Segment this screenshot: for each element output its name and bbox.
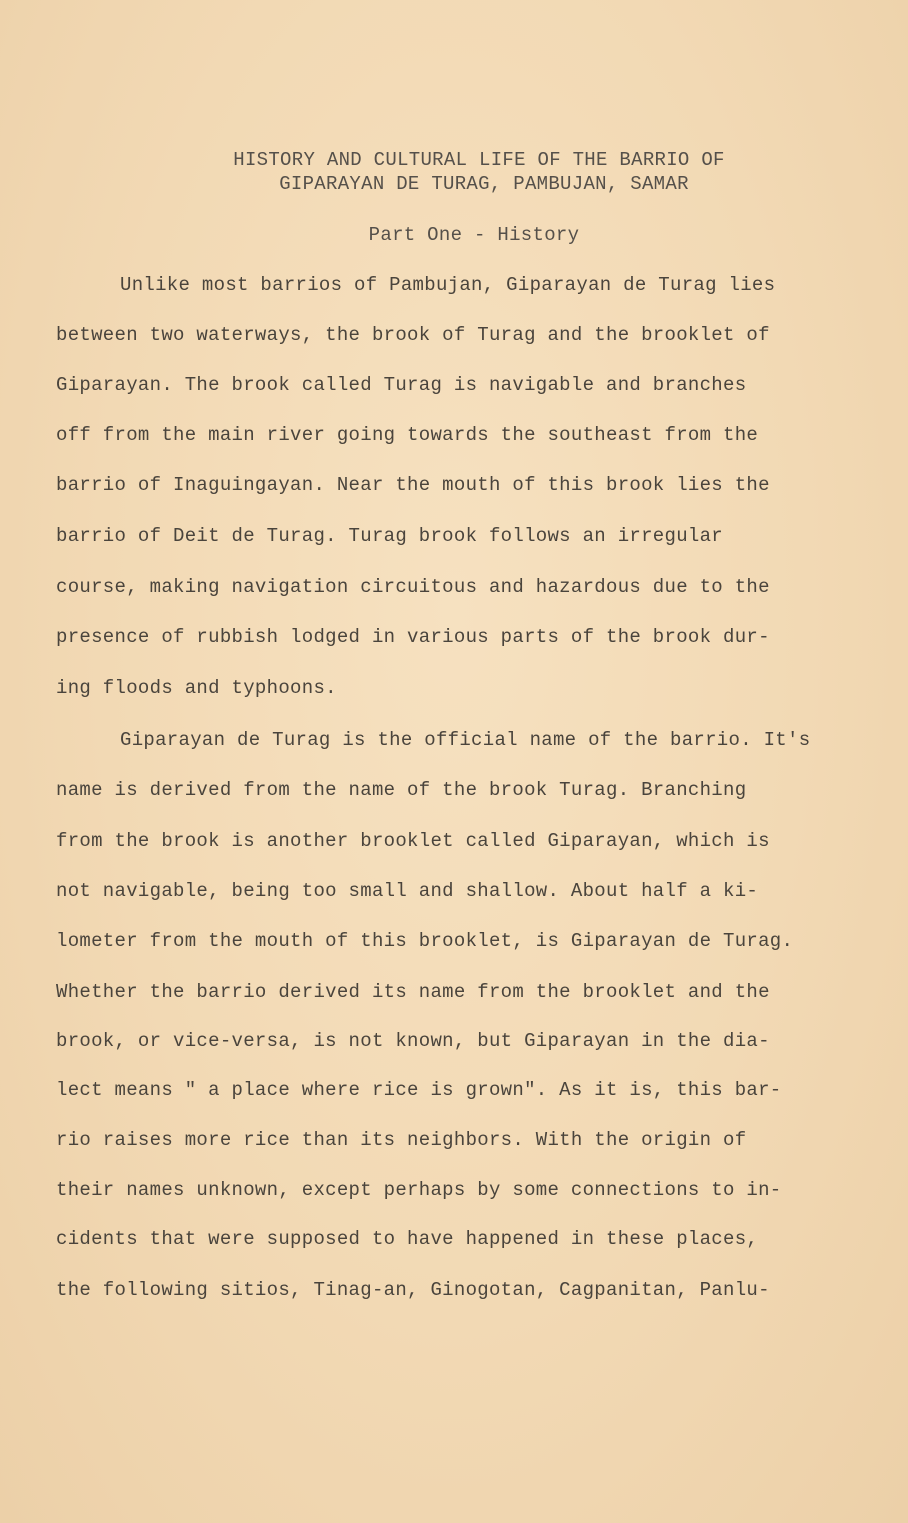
- text-line: off from the main river going towards the southeast from the: [56, 424, 759, 446]
- text-line: barrio of Inaguingayan. Near the mouth of this brook lies the: [56, 474, 770, 496]
- text-line: from the brook is another brooklet called Giparayan, which is: [56, 830, 770, 852]
- text-line: presence of rubbish lodged in various parts of the brook dur-: [56, 626, 770, 648]
- text-line: Giparayan de Turag is the official name of the barrio. It's: [120, 729, 811, 751]
- text-line: rio raises more rice than its neighbors. With the origin of: [56, 1129, 747, 1151]
- text-line: lometer from the mouth of this brooklet, is Giparayan de Turag.: [56, 930, 794, 952]
- text-line: name is derived from the name of the brook Turag. Branching: [56, 779, 747, 801]
- text-line: brook, or vice-versa, is not known, but Giparayan in the dia-: [56, 1030, 770, 1052]
- document-title-line-1: HISTORY AND CULTURAL LIFE OF THE BARRIO OF: [233, 149, 725, 171]
- text-line: ing floods and typhoons.: [56, 677, 337, 699]
- text-line: their names unknown, except perhaps by some connections to in-: [56, 1179, 782, 1201]
- text-line: Unlike most barrios of Pambujan, Giparayan de Turag lies: [120, 274, 776, 296]
- text-line: Giparayan. The brook called Turag is navigable and branches: [56, 374, 747, 396]
- document-title-line-2: GIPARAYAN DE TURAG, PAMBUJAN, SAMAR: [279, 173, 689, 195]
- text-line: lect means " a place where rice is grown". As it is, this bar-: [56, 1079, 782, 1101]
- text-line: course, making navigation circuitous and hazardous due to the: [56, 576, 770, 598]
- text-line: the following sitios, Tinag-an, Ginogotan, Cagpanitan, Panlu-: [56, 1279, 770, 1301]
- text-line: between two waterways, the brook of Turag and the brooklet of: [56, 324, 770, 346]
- text-line: Whether the barrio derived its name from the brooklet and the: [56, 981, 770, 1003]
- text-line: not navigable, being too small and shallow. About half a ki-: [56, 880, 759, 902]
- text-line: cidents that were supposed to have happened in these places,: [56, 1228, 759, 1250]
- document-subtitle: Part One - History: [368, 224, 580, 246]
- text-line: barrio of Deit de Turag. Turag brook follows an irregular: [56, 525, 724, 547]
